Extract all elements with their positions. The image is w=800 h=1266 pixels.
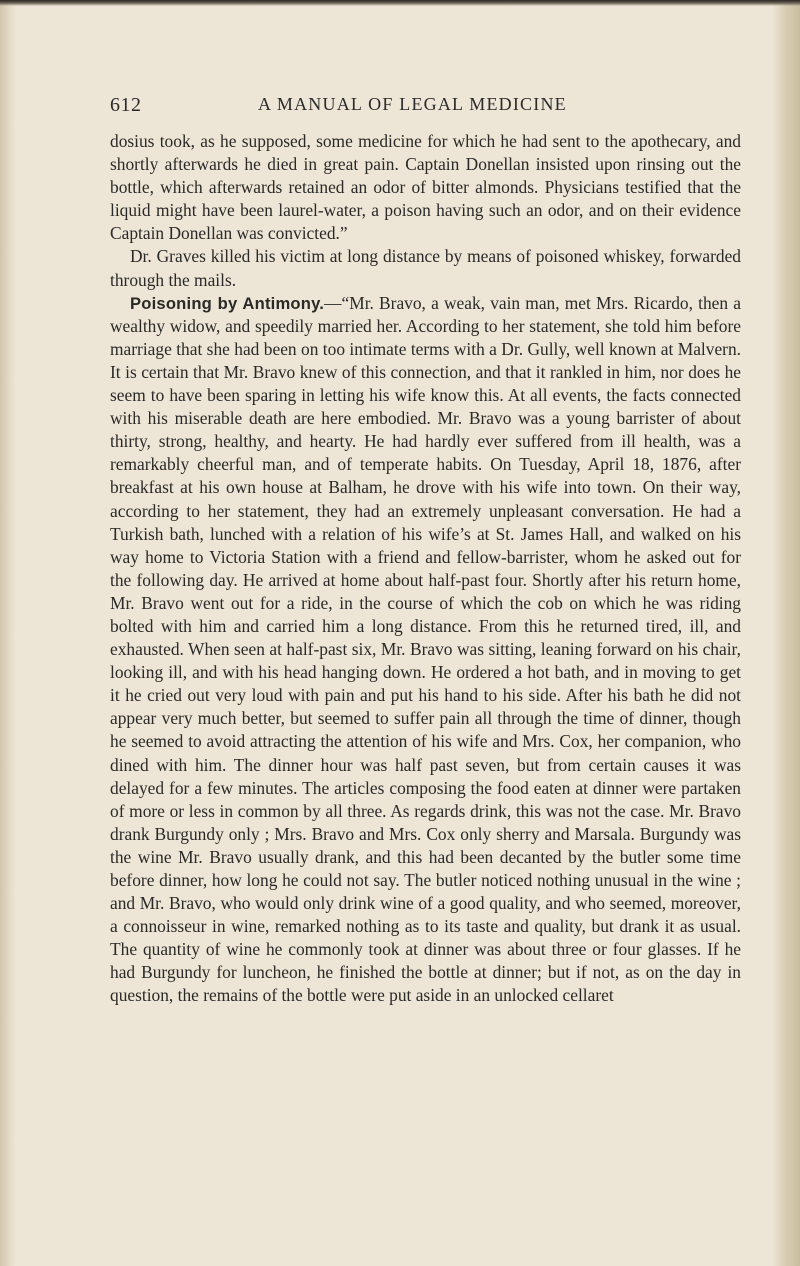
paragraph-antimony-text: —“Mr. Bravo, a weak, vain man, met Mrs. Ricardo, then a wealthy widow, and speedily married her. According to her statement, she told him before marriage that she had been on too intimate terms with a Dr. Gully, well known at Malvern. It is certain that Mr. Bravo knew of this connection, and that it rankled in him, nor does he seem to have been sparing in letting his wife know this. At all events, the facts connected with his miserable death are here embodied. Mr. Bravo was a young barrister of about thirty, strong, healthy, and hearty. He had hardly ever suffered from ill health, was a remarkably cheerful man, and of temperate habits. On Tuesday, April 18, 1876, after breakfast at his own house at Balham, he drove with his wife into town. On their way, according to her statement, they had an extremely unpleasant conversation. He had a Turkish bath, lunched with a relation of his wife’s at St. James Hall, and walked on his way home to Victoria Station with a friend and fellow-barrister, whom he asked out for the following day. He arrived at home about half-past four. Shortly after his return home, Mr. Bravo went out for a ride, in the course of which the cob on which he was riding bolted with him and carried him a long distance. From this he returned tired, ill, and exhausted. When seen at half-past six, Mr. Bravo was sitting, leaning forward on his chair, looking ill, and with his head hanging down. He ordered a hot bath, and in moving to get it he cried out very loud with pain and put his hand to his side. After his bath he did not appear very much better, but seemed to suffer pain all through the time of dinner, though he seemed to avoid attracting the attention of his wife and Mrs. Cox, her companion, who dined with him. The dinner hour was half past seven, but from certain causes it was delayed for a few minutes. The articles composing the food eaten at dinner were partaken of more or less in common by all three. As regards drink, this was not the case. Mr. Bravo drank Burgundy only ; Mrs. Bravo and Mrs. Cox only sherry and Marsala. Burgundy was the wine Mr. Bravo usually drank, and this had been decanted by the butler some time before dinner, how long he could not say. The butler noticed nothing unusual in the wine ; and Mr. Bravo, who would only drink wine of a good quality, and who seemed, moreover, a connoisseur in wine, remarked nothing as to its taste and quality, but drank it as usual. The quantity of wine he commonly took at dinner was about three or four glasses. If he had Burgundy for luncheon, he finished the bottle at dinner; but if not, as on the day in question, the remains of the bottle were put aside in an unlocked cellaret [110, 292, 741, 1006]
section-heading: Poisoning by Antimony. [130, 293, 325, 313]
page-edge-shadow [772, 0, 800, 1266]
paragraph-continued: dosius took, as he supposed, some medicine for which he had sent to the apothecary, and shortly afterwards he died in great pain. Captain Donellan insisted upon rinsing out the bottle, which afterwards retained an odor of bitter almonds. Physicians testified that the liquid might have been laurel-water, a poison having such an odor, and on their evidence Captain Donellan was convicted.” [110, 131, 741, 244]
body-text [110, 130, 741, 1008]
page-header [110, 94, 740, 122]
page-top-edge [0, 0, 800, 6]
running-title: A MANUAL OF LEGAL MEDICINE [258, 94, 567, 114]
page-number: 612 [110, 94, 142, 116]
paragraph-antimony [110, 292, 741, 1008]
page-gutter-shadow [0, 0, 16, 1266]
paragraph-graves: Dr. Graves killed his victim at long distance by means of poisoned whiskey, forwarded through the mails. [110, 246, 741, 290]
